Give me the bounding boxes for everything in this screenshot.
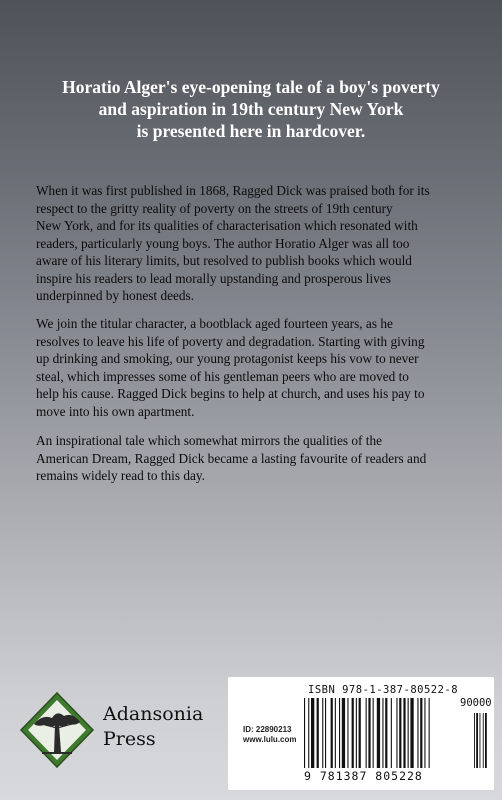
cover-blurb-heading bbox=[30, 76, 472, 142]
paragraph-line: readers, particularly young boys. The author Horatio Alger was all too bbox=[36, 235, 410, 251]
publisher-name-line-1: Adansonia bbox=[103, 703, 204, 725]
paragraph-line: An inspirational tale which somewhat mirrors the qualities of the bbox=[36, 433, 383, 448]
publisher-name-line-2: Press bbox=[103, 728, 156, 750]
blurb-line: is presented here in hardcover. bbox=[136, 121, 366, 141]
paragraph-line: respect to the gritty reality of poverty on the streets of 19th century bbox=[36, 200, 393, 216]
description-paragraph-3 bbox=[36, 432, 476, 485]
barcode-addon-number: 90000 bbox=[460, 697, 492, 709]
paragraph-line: steal, which impresses some of his gentleman peers who are moved to bbox=[36, 368, 409, 384]
baobab-tree-logo-icon bbox=[18, 690, 96, 770]
paragraph-line: up drinking and smoking, our young protagonist keeps his vow to never bbox=[36, 351, 419, 366]
paragraph-line: New York, and for its qualities of characterisation which resonated with bbox=[36, 218, 418, 233]
paragraph-line: We join the titular character, a bootblack aged fourteen years, as he bbox=[36, 316, 393, 331]
paragraph-line: When it was first published in 1868, Ragged Dick was praised both for its bbox=[36, 183, 430, 198]
paragraph-line: aware of his literary limits, but resolved to publish books which would bbox=[36, 253, 412, 268]
paragraph-line: help his cause. Ragged Dick begins to help at church, and uses his pay to bbox=[36, 386, 425, 401]
paragraph-line: American Dream, Ragged Dick became a lasting favourite of readers and bbox=[36, 450, 427, 466]
blurb-line: Horatio Alger's eye-opening tale of a boy's poverty bbox=[62, 77, 440, 97]
description-paragraph-2 bbox=[36, 315, 476, 420]
paragraph-line: inspire his readers to lead morally upstanding and prosperous lives bbox=[36, 270, 391, 286]
paragraph-line: remains widely read to this day. bbox=[36, 468, 205, 483]
printer-id-line: ID: 22890213 bbox=[243, 725, 292, 734]
ean-barcode-bars bbox=[304, 698, 472, 768]
publisher-name bbox=[103, 702, 203, 752]
isbn-label: ISBN 978-1-387-80522-8 bbox=[308, 684, 459, 696]
barcode-digits: 9 781387 805228 bbox=[304, 769, 423, 783]
paragraph-line: move into his own apartment. bbox=[36, 403, 195, 419]
paragraph-line: underpinned by honest deeds. bbox=[36, 288, 195, 303]
isbn-barcode-block bbox=[228, 677, 494, 790]
printer-id-text bbox=[243, 725, 296, 745]
description-paragraph-1 bbox=[36, 182, 476, 305]
printer-site-line: www.lulu.com bbox=[243, 735, 297, 744]
blurb-line: and aspiration in 19th century New York bbox=[98, 99, 404, 119]
paragraph-line: resolves to leave his life of poverty and degradation. Starting with giving bbox=[36, 333, 425, 349]
addon-barcode-bars bbox=[474, 713, 492, 768]
